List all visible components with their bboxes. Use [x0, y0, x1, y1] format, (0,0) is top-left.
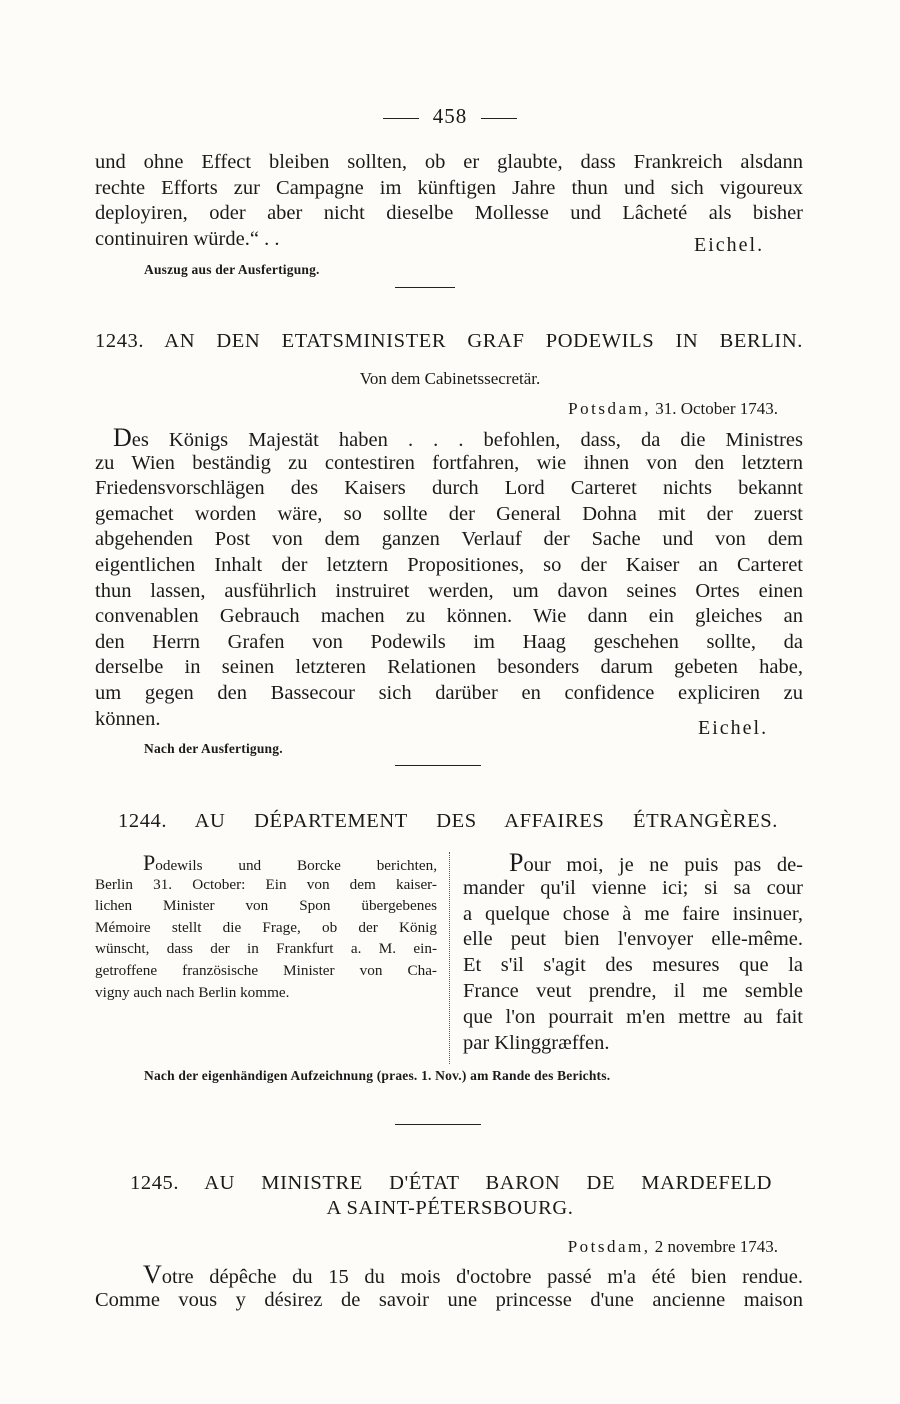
letter-heading [130, 1172, 772, 1195]
text-line [463, 850, 803, 876]
letter-subtitle: Von dem Cabinetssecretär. [359, 369, 541, 388]
letter-number: 1245. [130, 1172, 180, 1194]
text-line: Berlin 31. October: Ein von dem kaiser- [95, 875, 437, 893]
text-line: wünscht, dass der in Frankfurt a. M. ein- [95, 940, 437, 958]
text-line: Friedensvorschlägen des Kaisers durch Lord Carteret nichts bekannt [95, 477, 803, 500]
response-column [463, 850, 803, 1056]
section-rule [395, 765, 481, 766]
source-note: Nach der eigenhändigen Aufzeichnung (praes. 1. Nov.) am Rande des Berichts. [144, 1068, 611, 1083]
letter-body [95, 425, 803, 732]
dash-left [383, 118, 419, 119]
text-line: elle peut bien l'envoyer elle-même. [463, 928, 803, 951]
text-line: vigny auch nach Berlin komme. [95, 983, 290, 1001]
text-line: eigentlichen Inhalt der letztern Propositiones, so der Kaiser an Carteret [95, 553, 803, 576]
text-line-rest: es Königs Majestät haben . . . befohlen, dass, da die Ministres [131, 429, 803, 451]
place: Potsdam, [568, 399, 651, 418]
letter-body [95, 1262, 803, 1313]
text-line-rest: odewils und Borcke berichten, [155, 857, 437, 874]
text-line: zu Wien beständig zu contestiren fortfahren, wie ihnen von den letztern [95, 451, 803, 474]
text-line: Et s'il s'agit des mesures que la [463, 954, 803, 977]
text-line: rechte Efforts zur Campagne im künftigen Jahre thun und sich vigoureux [95, 176, 803, 199]
dash-right [481, 118, 517, 119]
text-line: mander qu'il vienne ici; si sa cour [463, 876, 803, 899]
date: 31. October 1743. [655, 399, 778, 418]
place-date [568, 399, 778, 419]
letter-title: AU MINISTRE D'ÉTAT BARON DE MARDEFELD [204, 1172, 772, 1194]
initial-letter: D [113, 423, 132, 452]
text-line: continuiren würde.“ . . [95, 227, 280, 250]
letter-heading [118, 810, 778, 833]
letter-title-line-2: A SAINT-PÉTERSBOURG. [326, 1197, 574, 1219]
text-line: Comme vous y désirez de savoir une princesse d'une ancienne maison [95, 1288, 803, 1311]
text-line: und ohne Effect bleiben sollten, ob er glaubte, dass Frankreich alsdann [95, 151, 803, 173]
text-line: abgehenden Post von dem ganzen Verlauf der Sache und von dem [95, 528, 803, 551]
text-line-rest: our moi, je ne puis pas de- [523, 854, 803, 876]
letter-title: AN DEN ETATSMINISTER GRAF PODEWILS IN BERLIN. [164, 330, 803, 352]
text-line [95, 425, 803, 451]
text-line [95, 1262, 803, 1288]
page-number-line [0, 104, 900, 129]
text-line: a quelque chose à me faire insinuer, [463, 902, 803, 925]
section-rule [395, 1124, 481, 1125]
letter-number: 1243. [95, 330, 145, 352]
section-rule [395, 287, 455, 288]
page-number: 458 [432, 104, 468, 128]
text-line: getroffene französische Minister von Cha- [95, 961, 437, 979]
text-line: que l'on pourrait m'en mettre au fait [463, 1005, 803, 1028]
text-line [95, 852, 437, 874]
signature: Eichel. [694, 234, 765, 256]
text-line: Mémoire stellt die Frage, ob der König [95, 918, 437, 936]
text-line: gemachet worden wäre, so sollte der General Dohna mit der zuerst [95, 502, 803, 525]
letter-title: AU DÉPARTEMENT DES AFFAIRES ÉTRANGÈRES. [194, 810, 778, 832]
initial-letter: V [143, 1260, 162, 1289]
text-line: thun lassen, ausführlich instruiret werden, um davon seines Ortes einen [95, 579, 803, 602]
text-line: um gegen den Bassecour sich darüber en confidence expliciren zu [95, 681, 803, 704]
summary-column [95, 852, 437, 1003]
text-line-rest: otre dépêche du 15 du mois d'octobre passé m'a été bien rendue. [161, 1266, 803, 1288]
letter-heading [95, 330, 803, 353]
text-line: convenablen Gebrauch machen zu können. Wie dann ein gleiches an [95, 605, 803, 628]
text-line: den Herrn Grafen von Podewils im Haag geschehen sollte, da [95, 630, 803, 653]
letter-number: 1244. [118, 810, 168, 832]
text-line: können. [95, 707, 161, 730]
text-line: derselbe in seinen letzteren Relationen besonders darum gebeten habe, [95, 656, 803, 679]
text-line: par Klinggræffen. [463, 1031, 610, 1054]
text-line: deployiren, oder aber nicht dieselbe Mollesse und Lâcheté als bisher [95, 202, 803, 225]
date: 2 novembre 1743. [654, 1237, 778, 1256]
initial-letter: P [143, 850, 156, 875]
column-divider [449, 852, 450, 1064]
source-note: Auszug aus der Ausfertigung. [144, 262, 320, 277]
source-note: Nach der Ausfertigung. [144, 741, 283, 756]
text-line: France veut prendre, il me semble [463, 979, 803, 1002]
place-date [568, 1237, 778, 1257]
initial-letter: P [509, 848, 524, 877]
signature: Eichel. [698, 717, 769, 739]
place: Potsdam, [567, 1237, 651, 1256]
text-line: lichen Minister von Spon übergebenes [95, 897, 437, 915]
